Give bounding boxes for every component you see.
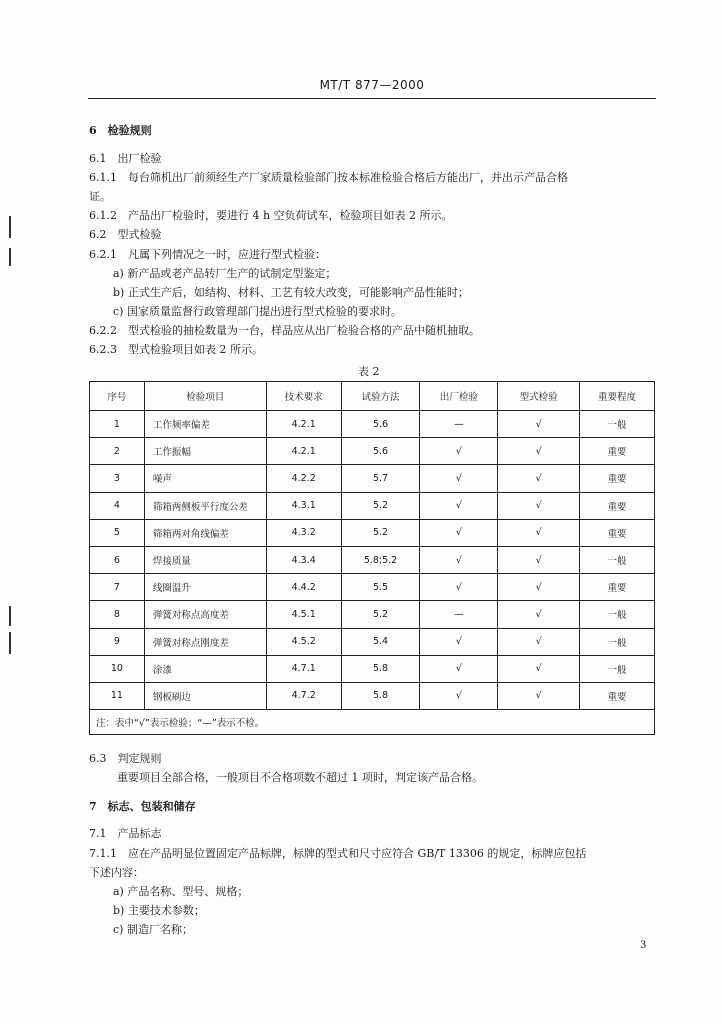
table-cell: 一般	[580, 546, 655, 573]
section-6-2-2: 6.2.2 型式检验的抽检数量为一台，样品应从出厂检验合格的产品中随机抽取。	[89, 324, 480, 337]
table-row	[90, 601, 655, 628]
table-cell: 重要	[580, 682, 655, 709]
table-cell: 5.2	[341, 492, 420, 519]
section-7-1-1-item-c: c) 制造厂名称；	[113, 923, 193, 936]
section-6-2-heading: 6.2 型式检验	[89, 228, 162, 241]
table-cell: 5.2	[341, 601, 420, 628]
section-6-1-heading: 6.1 出厂检验	[89, 152, 162, 165]
table-cell: 11	[90, 682, 145, 709]
section-6-heading: 6 检验规则	[89, 124, 152, 137]
table-cell: 4.5.2	[266, 628, 341, 655]
table-cell: 一般	[580, 628, 655, 655]
table-cell: √	[498, 574, 580, 601]
table-cell: √	[420, 438, 498, 465]
section-6-2-1: 6.2.1 凡属下列情况之一时，应进行型式检验：	[89, 248, 326, 261]
table-row	[90, 519, 655, 546]
table-cell: 涂漆	[144, 655, 266, 682]
table-cell: 5.8	[341, 682, 420, 709]
table-cell: √	[498, 519, 580, 546]
table-cell: √	[420, 628, 498, 655]
table-cell: 重要	[580, 465, 655, 492]
page-number: 3	[640, 940, 647, 951]
table-cell: 5.5	[341, 574, 420, 601]
scan-margin-mark	[9, 606, 11, 626]
table-cell: √	[420, 465, 498, 492]
scan-margin-mark	[9, 632, 11, 654]
table-cell: 1	[90, 411, 145, 438]
table-cell: 5.6	[341, 411, 420, 438]
table-cell: √	[498, 682, 580, 709]
table-row	[90, 492, 655, 519]
table-cell: 一般	[580, 655, 655, 682]
section-6-2-1-item-a: a) 新产品或老产品转厂生产的试制定型鉴定；	[113, 267, 337, 280]
table-cell: 4.3.1	[266, 492, 341, 519]
table-row	[90, 628, 655, 655]
table-cell: 5.7	[341, 465, 420, 492]
section-6-3-paragraph: 重要项目全部合格，一般项目不合格项数不超过 1 项时，判定该产品合格。	[117, 771, 483, 784]
table-caption: 表 2	[358, 365, 380, 378]
section-7-1-1-line2: 下述内容：	[89, 866, 144, 879]
section-7-1-1-item-a: a) 产品名称、型号、规格；	[113, 885, 249, 898]
table-cell: 4.2.1	[266, 411, 341, 438]
table-cell: √	[498, 411, 580, 438]
table-cell: 2	[90, 438, 145, 465]
header-cell: 技术要求	[266, 382, 341, 411]
table-cell: 噪声	[144, 465, 266, 492]
table-cell: √	[420, 655, 498, 682]
table-cell: 4	[90, 492, 145, 519]
table-cell: 重要	[580, 492, 655, 519]
header-cell: 出厂检验	[420, 382, 498, 411]
table-row	[90, 465, 655, 492]
table-cell: 4.3.2	[266, 519, 341, 546]
table-cell: —	[420, 411, 498, 438]
table-cell: √	[498, 438, 580, 465]
table-cell: √	[420, 519, 498, 546]
section-6-1-1-line2: 证。	[89, 190, 111, 203]
table-row	[90, 682, 655, 709]
table-cell: 焊接质量	[144, 546, 266, 573]
table-row	[90, 655, 655, 682]
table-cell: √	[498, 601, 580, 628]
table-cell: 线圈温升	[144, 574, 266, 601]
table-cell: 筛箱两侧板平行度公差	[144, 492, 266, 519]
table-cell: 8	[90, 601, 145, 628]
table-cell: 9	[90, 628, 145, 655]
table-cell: 5.4	[341, 628, 420, 655]
section-7-heading: 7 标志、包装和储存	[89, 800, 196, 813]
table-note-row	[90, 710, 655, 735]
inspection-table	[89, 381, 655, 735]
table-cell: 4.3.4	[266, 546, 341, 573]
table-cell: 5.8;5.2	[341, 546, 420, 573]
header-cell: 序号	[90, 382, 145, 411]
table-cell: 工作振幅	[144, 438, 266, 465]
scan-margin-mark	[9, 216, 11, 238]
table-row	[90, 411, 655, 438]
table-cell: √	[420, 546, 498, 573]
section-6-2-1-item-b: b) 正式生产后，如结构、材料、工艺有较大改变，可能影响产品性能时；	[113, 286, 469, 299]
scan-margin-mark	[9, 248, 11, 266]
table-cell: √	[498, 655, 580, 682]
table-cell: 3	[90, 465, 145, 492]
table-cell: 弹簧对称点高度差	[144, 601, 266, 628]
header-cell: 型式检验	[498, 382, 580, 411]
table-cell: 一般	[580, 601, 655, 628]
table-cell: —	[420, 601, 498, 628]
table-cell: 4.5.1	[266, 601, 341, 628]
table-cell: 4.7.1	[266, 655, 341, 682]
table-row	[90, 546, 655, 573]
standard-header: MT/T 877—2000	[88, 78, 656, 99]
table-cell: 4.7.2	[266, 682, 341, 709]
table-cell: 5.2	[341, 519, 420, 546]
table-cell: 6	[90, 546, 145, 573]
table-cell: √	[498, 546, 580, 573]
table-cell: √	[420, 682, 498, 709]
table-cell: 5	[90, 519, 145, 546]
table-cell: √	[420, 492, 498, 519]
section-7-1-1-line1: 7.1.1 应在产品明显位置固定产品标牌，标牌的型式和尺寸应符合 GB/T 13306 的规定，标牌应包括	[89, 847, 587, 860]
table-cell: 钢板刷边	[144, 682, 266, 709]
header-cell: 试验方法	[341, 382, 420, 411]
table-cell: 重要	[580, 574, 655, 601]
table-cell: 筛箱两对角线偏差	[144, 519, 266, 546]
section-7-1-1-item-b: b) 主要技术参数；	[113, 904, 205, 917]
table-cell: √	[420, 574, 498, 601]
table-cell: √	[498, 492, 580, 519]
table-header-row	[90, 382, 655, 411]
table-cell: √	[498, 628, 580, 655]
table-cell: 工作频率偏差	[144, 411, 266, 438]
table-cell: 4.2.1	[266, 438, 341, 465]
table-cell: 10	[90, 655, 145, 682]
header-cell: 检验项目	[144, 382, 266, 411]
section-6-2-1-item-c: c) 国家质量监督行政管理部门提出进行型式检验的要求时。	[113, 305, 402, 318]
table-cell: 一般	[580, 411, 655, 438]
table-cell: 弹簧对称点刚度差	[144, 628, 266, 655]
table-cell: 5.6	[341, 438, 420, 465]
table-cell: 4.4.2	[266, 574, 341, 601]
header-cell: 重要程度	[580, 382, 655, 411]
table-cell: 重要	[580, 438, 655, 465]
table-cell: 7	[90, 574, 145, 601]
table-cell: √	[498, 465, 580, 492]
table-cell: 5.8	[341, 655, 420, 682]
table-row	[90, 438, 655, 465]
section-7-1-heading: 7.1 产品标志	[89, 827, 162, 840]
table-cell: 4.2.2	[266, 465, 341, 492]
section-6-3-heading: 6.3 判定规则	[89, 752, 162, 765]
section-6-1-1-line1: 6.1.1 每台筛机出厂前须经生产厂家质量检验部门按本标准检验合格后方能出厂，并出示产品合格	[89, 171, 568, 184]
table-note: 注：表中“√”表示检验；“—”表示不检。	[90, 710, 655, 735]
section-6-1-2: 6.1.2 产品出厂检验时，要进行 4 h 空负荷试车，检验项目如表 2 所示。	[89, 209, 453, 222]
table-cell: 重要	[580, 519, 655, 546]
table-row	[90, 574, 655, 601]
section-6-2-3: 6.2.3 型式检验项目如表 2 所示。	[89, 343, 263, 356]
